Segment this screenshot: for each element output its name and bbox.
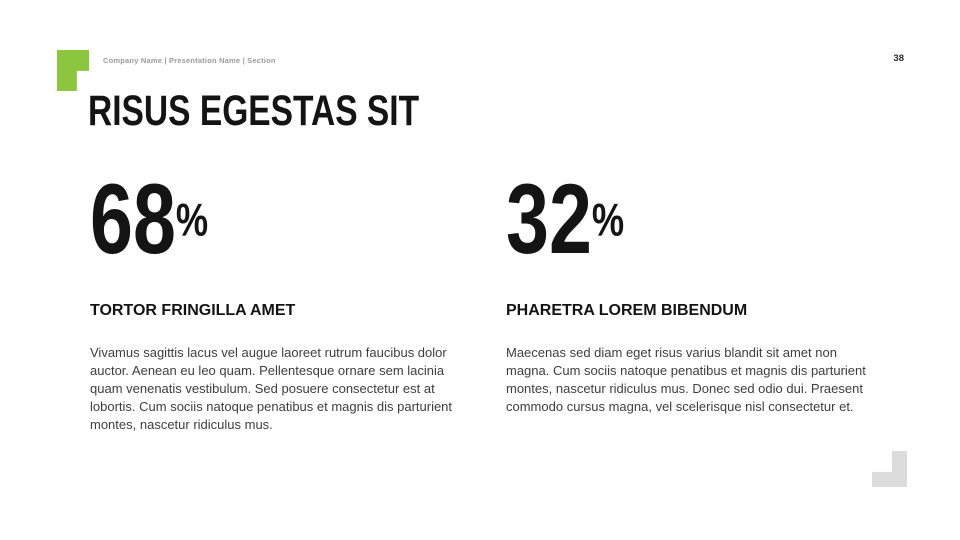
percent-sign: % xyxy=(175,193,209,246)
percent-sign: % xyxy=(591,193,625,246)
stat-number: 68 xyxy=(90,163,176,274)
stat-column-left xyxy=(90,0,466,540)
stat-number: 32 xyxy=(506,163,592,274)
stat-body-left: Vivamus sagittis lacus vel augue laoreet rutrum faucibus dolor auctor. Aenean eu leo quam. Pellentesque ornare sem lacinia quam venenatis vestibulum. Sed posuere consectetur est at lobortis. Cum sociis natoque penatibus et magnis dis parturient montes, nascetur ridiculus mus. xyxy=(90,345,453,432)
breadcrumb: Company Name | Presentation Name | Section xyxy=(103,56,276,65)
brand-corner-icon xyxy=(57,50,89,91)
slide-title: RISUS EGESTAS SIT xyxy=(88,87,420,135)
stat-value-left xyxy=(90,163,209,274)
stat-column-right xyxy=(506,0,882,540)
stat-body-right: Maecenas sed diam eget risus varius blandit sit amet non magna. Cum sociis natoque penatibus et magnis dis parturient montes, nascetur ridiculus mus. Donec sed odio dui. Praesent commodo cursus magna, vel scelerisque nisl consectetur et. xyxy=(506,345,866,414)
page-number: 38 xyxy=(893,53,904,64)
stat-value-right xyxy=(506,163,625,274)
stat-heading-right: PHARETRA LOREM BIBENDUM xyxy=(506,302,748,319)
stat-heading-left: TORTOR FRINGILLA AMET xyxy=(90,302,296,319)
